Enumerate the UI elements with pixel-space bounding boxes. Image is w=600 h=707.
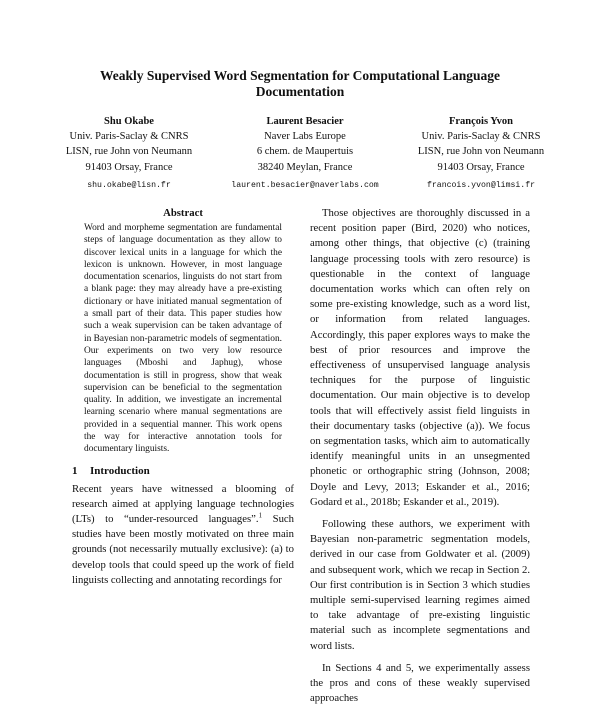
author-besacier <box>215 114 395 193</box>
author-okabe <box>39 114 219 193</box>
author-address: LISN, rue John von Neumann <box>417 146 545 158</box>
intro-text-start: Recent years have witnessed a blooming of research aimed at applying language technologies (LTs) to “under-resourced languages”. <box>72 482 294 526</box>
section-number: 1 <box>72 464 78 477</box>
abstract-heading: Abstract <box>163 207 203 219</box>
intro-paragraph <box>72 482 294 588</box>
author-yvon <box>391 114 571 193</box>
body-paragraph: Following these authors, we experiment with Bayesian non-parametric segmentation models, derived in our case from Goldwater et al. (2009) and subsequent work, which we recap in Section 2. Our first contribution is in Section 3 which studies multiple semi-supervised learning regimes aimed to take advantage of pre-existing linguistic material such as incomplete segmentations and word lists. <box>310 518 530 652</box>
author-affiliation: Naver Labs Europe <box>264 131 346 143</box>
author-affiliation: Univ. Paris-Saclay & CNRS <box>421 131 541 143</box>
author-name: Laurent Besacier <box>266 116 344 127</box>
abstract-text: Word and morpheme segmentation are fundamental steps of language documentation as they allow to discover lexical units in a language for which the lexicon is unknown. However, in most language documentation scenarios, linguists do not start from a blank page: they may already have a pre-existing dictionary or have initiated manual segmentation of a small part of their data. This paper studies how such a weak supervision can be taken advantage of in Bayesian non-parametric models of segmentation. Our experiments on two very low resource languages (Mboshi and Japhug), whose documentation is still in progress, show that weak supervision can be beneficial to the segmentation quality. In addition, we investigate an incremental learning scenario where manual segmentations are provided in a sequential manner. This work opens the way for interactive annotation tools for documentary linguists. <box>84 223 282 455</box>
section-heading-introduction <box>72 464 294 478</box>
author-city: 38240 Meylan, France <box>257 161 353 173</box>
author-email[interactable]: laurent.besacier@naverlabs.com <box>231 180 379 190</box>
right-column <box>310 206 530 707</box>
author-city: 91403 Orsay, France <box>85 161 173 173</box>
paper-title: Weakly Supervised Word Segmentation for Computational Language Documentation <box>99 68 501 99</box>
footnote-marker[interactable]: 1 <box>258 511 263 520</box>
left-column <box>72 206 294 588</box>
author-name: François Yvon <box>448 116 514 127</box>
author-email[interactable]: francois.yvon@limsi.fr <box>426 180 536 190</box>
section-title: Introduction <box>90 464 150 477</box>
author-address: 6 chem. de Maupertuis <box>256 146 354 158</box>
author-name: Shu Okabe <box>104 116 154 127</box>
author-email[interactable]: shu.okabe@lisn.fr <box>87 180 171 190</box>
body-paragraph: Those objectives are thoroughly discussed in a recent position paper (Bird, 2020) who notices, among other things, that objective (c) (training language processing tools with zero resource) is questionable in the context of language documentation works which can often rely on some pre-existing knowledge, such as a word list, or information from related languages. Accordingly, this paper explores ways to make the best of prior resources and improve the effectiveness of unsupervised language analysis techniques for the purpose of linguistic documentation. Our main objective is to develop tools that will effectively assist field linguists in their documentary tasks (objective (a)). We focus on segmentation tasks, which aim to automatically identify meaningful units in an unsegmented phonetic or orthographic string (Johnson, 2008; Doyle and Levy, 2013; Eskander et al., 2016; Godard et al., 2018b; Eskander et al., 2019). <box>310 207 530 508</box>
intro-text-end: Such studies have been mostly motivated on three main grounds (not necessarily mutually exclusive): (a) to develop tools that could speed up the work of field linguists collecting and annotating recordings for <box>72 513 295 586</box>
body-paragraph: In Sections 4 and 5, we experimentally assess the pros and cons of these weakly supervised approaches <box>310 661 530 705</box>
author-address: LISN, rue John von Neumann <box>65 146 193 158</box>
author-affiliation: Univ. Paris-Saclay & CNRS <box>69 131 189 143</box>
author-city: 91403 Orsay, France <box>437 161 525 173</box>
